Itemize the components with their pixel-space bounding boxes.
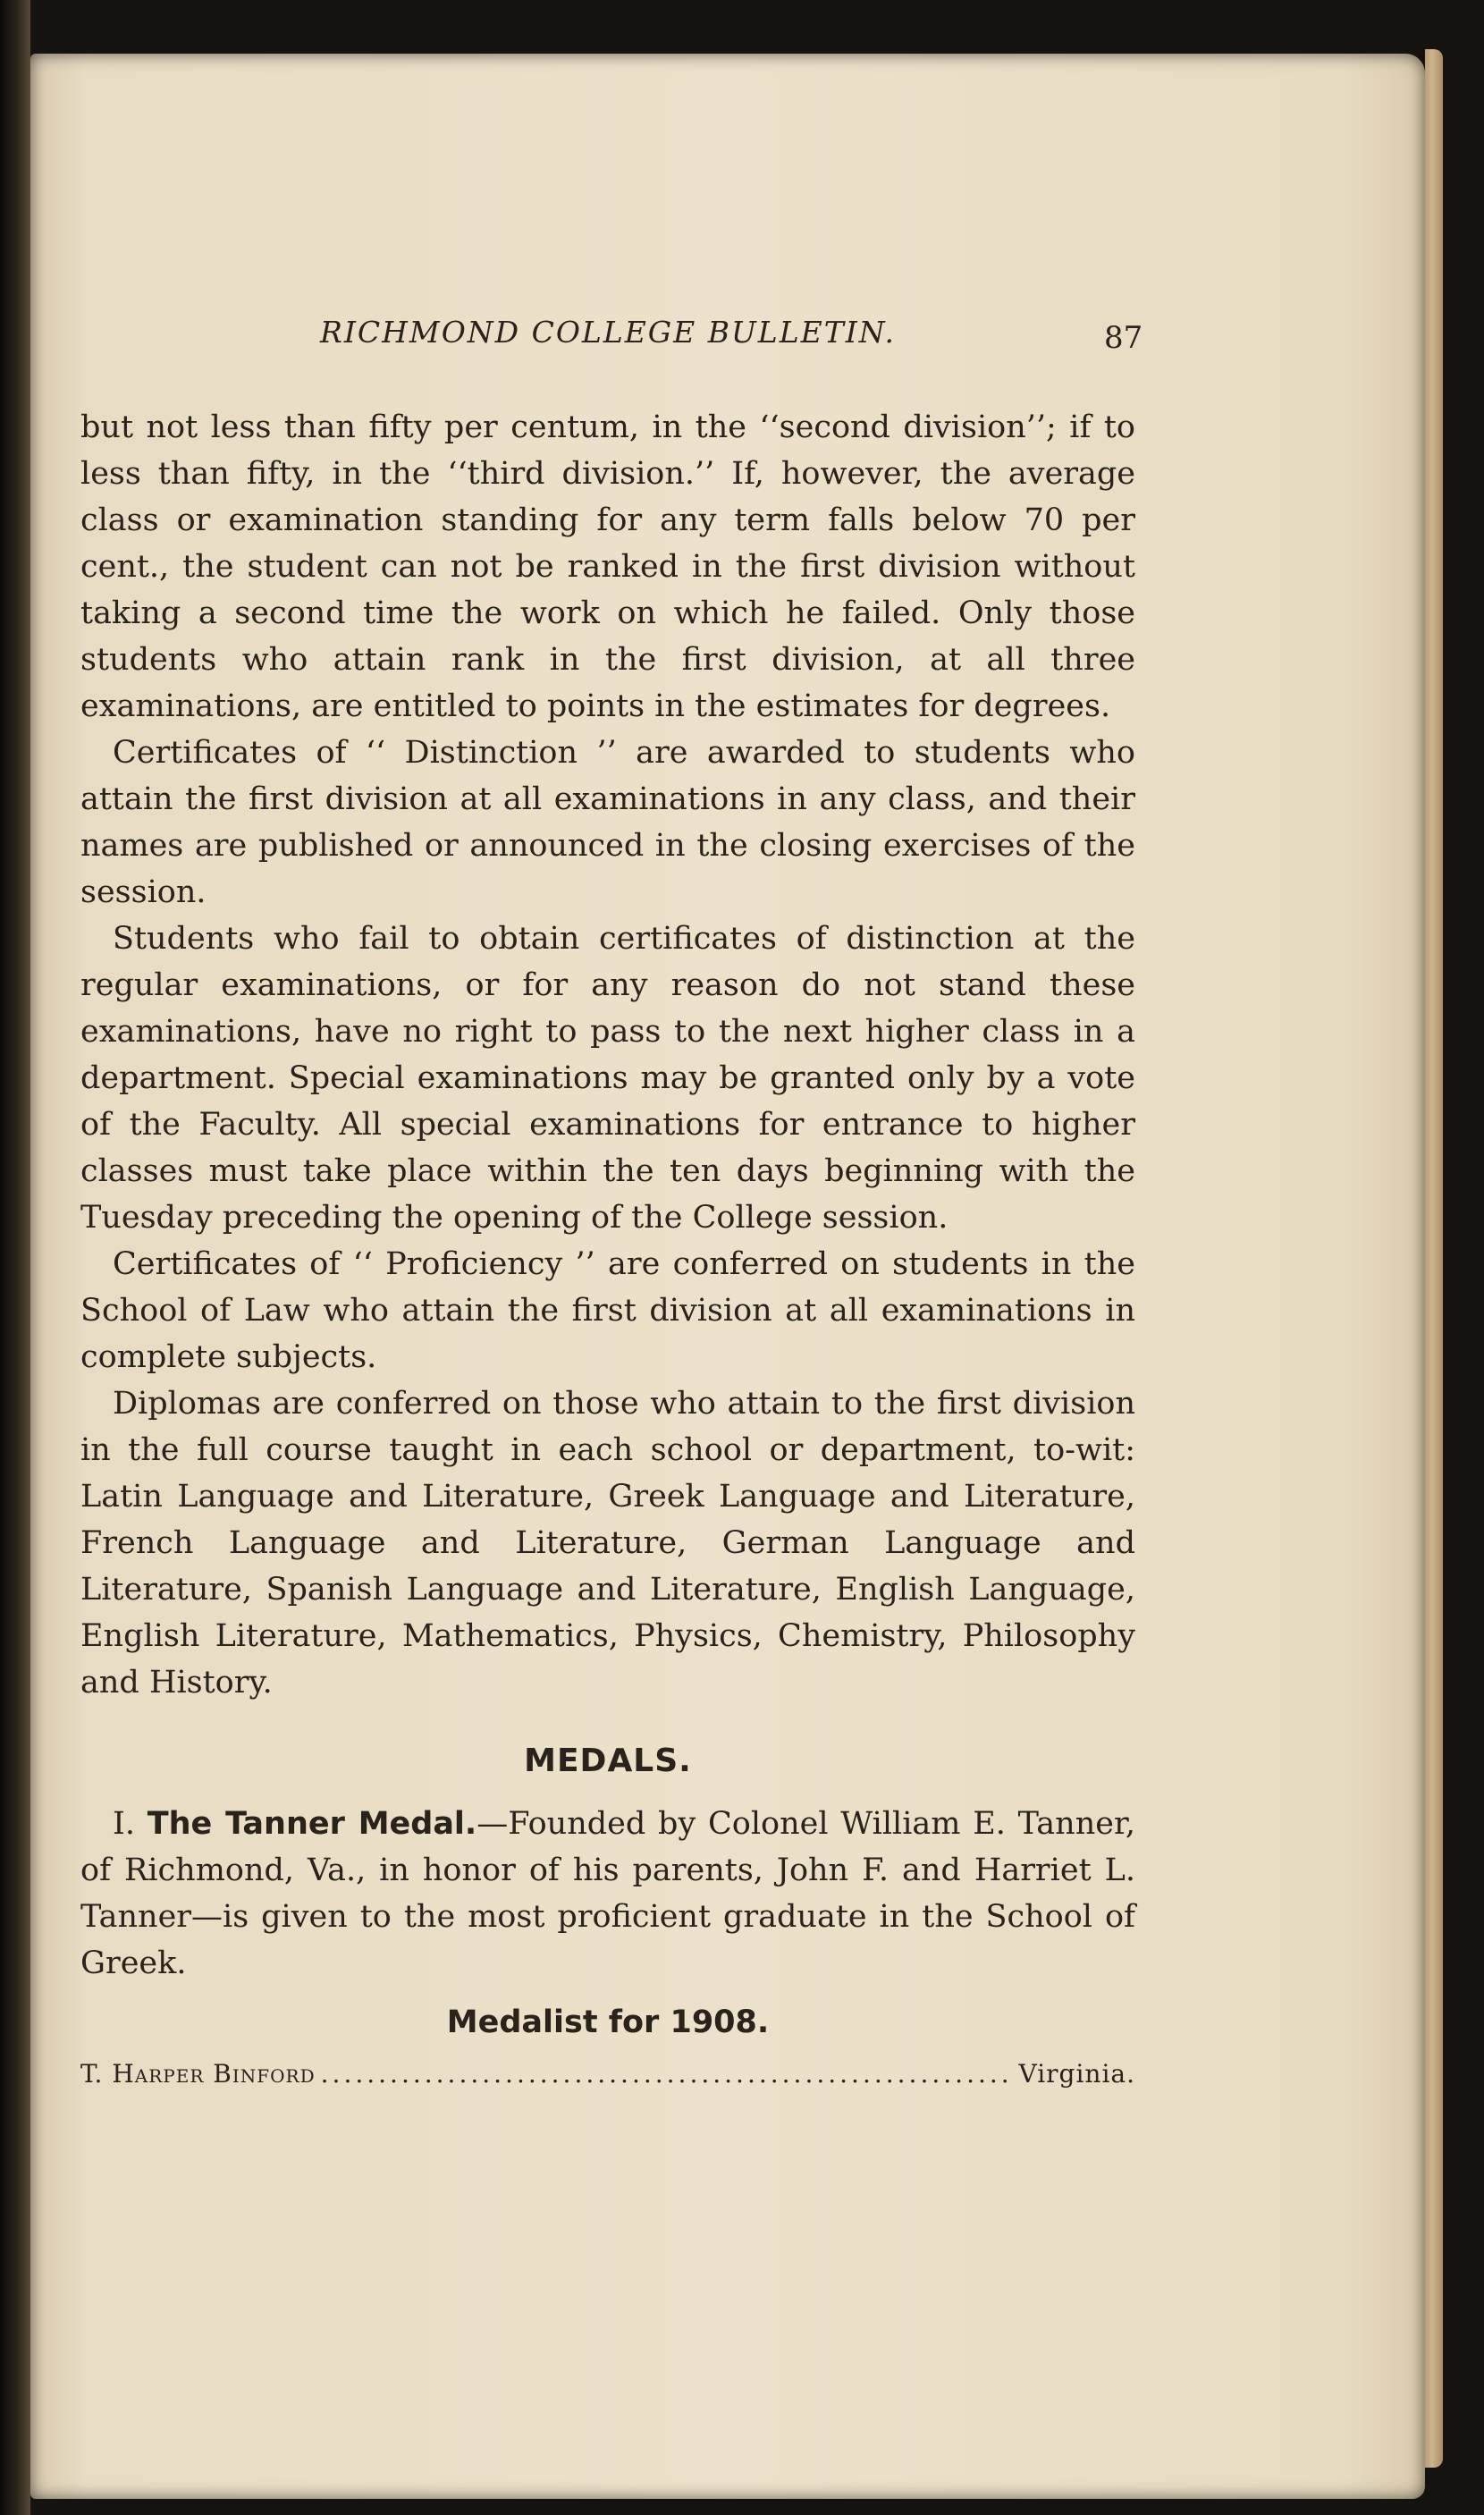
page-header: [0, 315, 1484, 368]
paragraph-division-ranking: but not less than fifty per centum, in the ‘‘second division’’; if to less than fifty, in the ‘‘third division.’’ If, however, the average class or examination standing for any term falls below 70 per cent., the student can not be ranked in the first division without taking a second time the work on which he failed. Only those students who attain rank in the first division, at all three examinations, are entitled to points in the estimates for degrees.: [80, 409, 1135, 724]
medals-heading: MEDALS.: [524, 1743, 692, 1779]
running-title: RICHMOND COLLEGE BULLETIN.: [320, 315, 897, 350]
medalist-name: T. Harper Binford: [80, 2059, 316, 2089]
page-body: [80, 404, 1135, 2097]
page-number: 87: [1104, 320, 1143, 356]
medal-name: The Tanner Medal.: [147, 1806, 477, 1842]
medal-tanner-description: [80, 1801, 1135, 1987]
page-edge: [1425, 49, 1443, 2468]
dot-leader: [321, 2051, 1014, 2097]
paragraph-special-examinations: Students who fail to obtain certificates of distinction at the regular examinations, or for any reason do not stand these examinations, have no right to pass to the next higher class in a department. Special examinations may be granted only by a vote of the Faculty. All special examinations for entrance to higher classes must take place within the ten days beginning with the Tuesday preceding the opening of the College session.: [80, 921, 1135, 1236]
paragraph-certificates-distinction: Certificates of ‘‘ Distinction ’’ are awarded to students who attain the first division at all examinations in any class, and their names are published or announced in the closing exercises of the session.: [80, 735, 1135, 910]
paragraph-certificates-proficiency: Certificates of ‘‘ Proficiency ’’ are conferred on students in the School of Law who attain the first division at all examinations in complete subjects.: [80, 1246, 1135, 1375]
paragraph-diplomas: Diplomas are conferred on those who attain to the first division in the full course taught in each school or department, to-wit: Latin Language and Literature, Greek Language and Literature, French Language and Literature, German Language and Literature, Spanish Language and Literature, English Language, English Literature, Mathematics, Physics, Chemistry, Philosophy and History.: [80, 1386, 1135, 1701]
medalist-state: Virginia.: [1018, 2059, 1135, 2089]
book-spine-shadow: [0, 0, 30, 2515]
medal-number: I.: [113, 1806, 135, 1842]
medalist-heading: Medalist for 1908.: [446, 2004, 770, 2040]
medalist-row: [80, 2051, 1135, 2097]
medal-description: —Founded by Colonel William E. Tanner, of Richmond, Va., in honor of his parents, John F. and Harriet L. Tanner—is given to the most proficient graduate in the School of Greek.: [80, 1806, 1135, 1981]
